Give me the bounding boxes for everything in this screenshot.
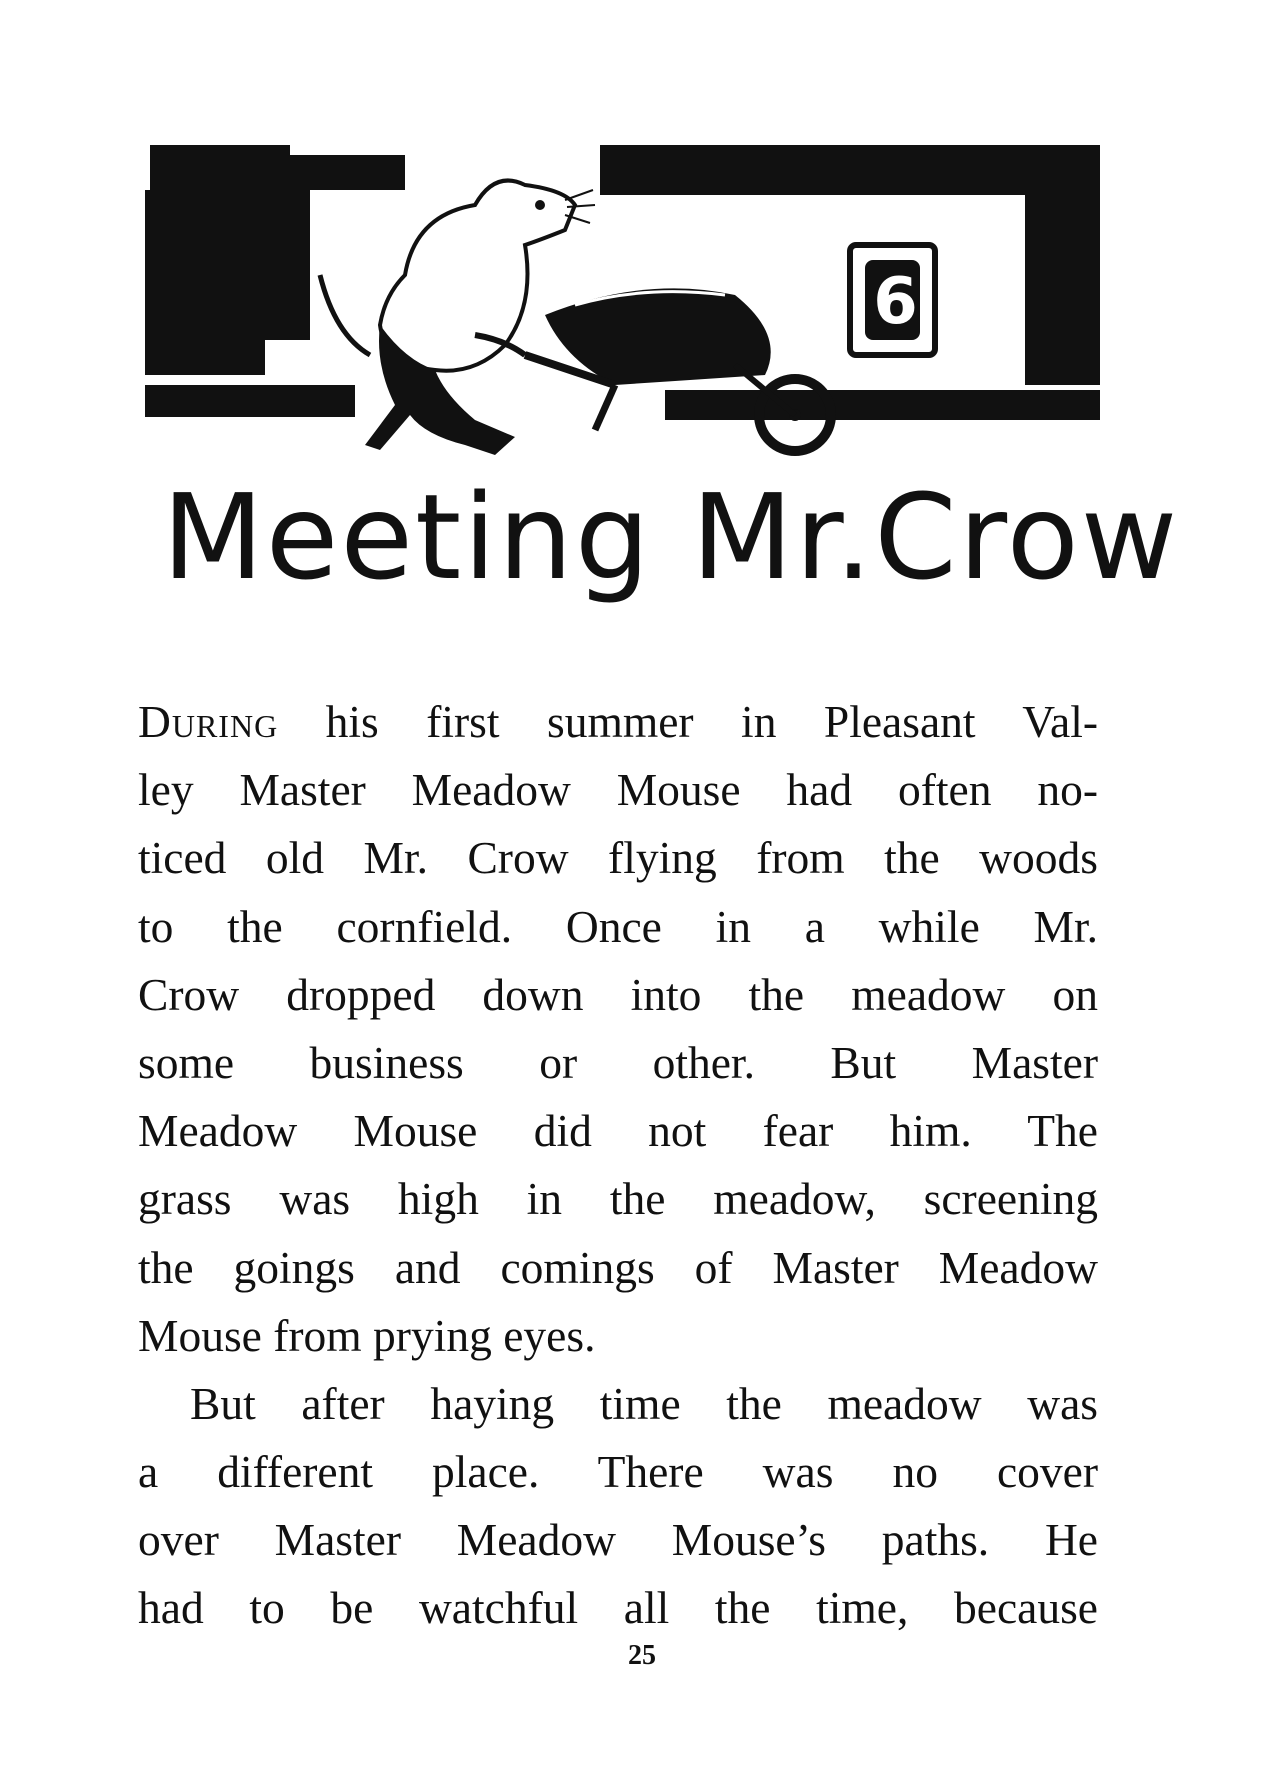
text-line: Crow dropped down into the meadow on: [138, 968, 1098, 1020]
page-number: 25: [628, 1640, 656, 1671]
text-line: ticed old Mr. Crow flying from the woods: [138, 832, 1098, 884]
text-line: ley Master Meadow Mouse had often no-: [138, 764, 1098, 816]
chapter-title: Meeting Mr.Crow: [162, 468, 1180, 606]
text-line: Mouse from prying eyes.: [138, 1309, 596, 1361]
text-line: Meadow Mouse did not fear him. The: [138, 1105, 1098, 1157]
text-line: had to be watchful all the time, because: [138, 1582, 1098, 1634]
chapter-number: 6: [873, 265, 918, 339]
text-line: the goings and comings of Master Meadow: [138, 1241, 1098, 1293]
body-text: [138, 688, 1098, 1643]
text-line: some business or other. But Master: [138, 1036, 1098, 1088]
text-line: over Master Meadow Mouse’s paths. He: [138, 1514, 1098, 1566]
text-line: During his first summer in Pleasant Val-: [138, 696, 1098, 747]
text-line: grass was high in the meadow, screening: [138, 1173, 1098, 1225]
text-line: to the cornfield. Once in a while Mr.: [138, 900, 1098, 952]
lead-word: During: [138, 696, 279, 747]
text-line: But after haying time the meadow was: [190, 1377, 1098, 1429]
text-line: a different place. There was no cover: [138, 1446, 1098, 1498]
